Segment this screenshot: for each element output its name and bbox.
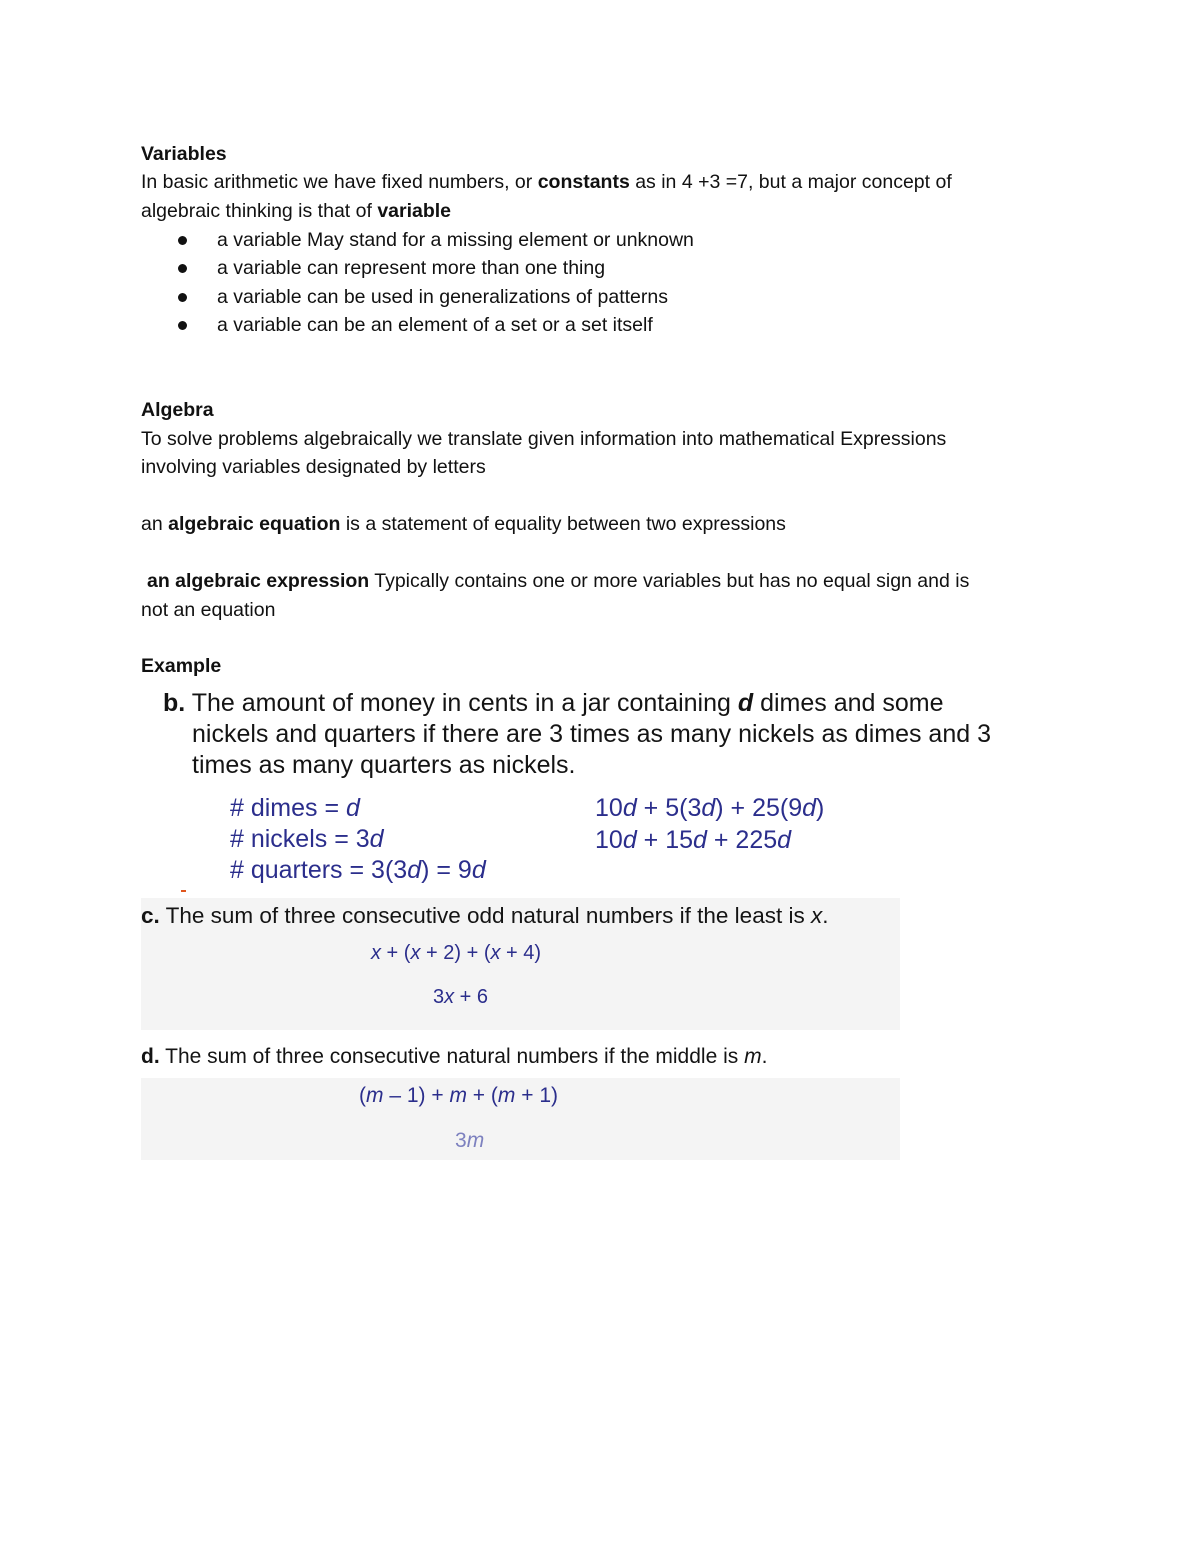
bullet-icon — [178, 236, 187, 245]
list-item — [141, 283, 694, 311]
variable-m: m — [449, 1084, 467, 1107]
example-d-expression-1 — [359, 1082, 558, 1109]
bullet-icon — [178, 264, 187, 273]
variable-m: m — [366, 1084, 384, 1107]
intro-text: In basic arithmetic we have fixed numbers, or — [141, 171, 538, 193]
math-text: ) — [816, 794, 825, 822]
variable-bullet-list — [141, 226, 694, 340]
math-text: # quarters = 3(3 — [230, 856, 408, 884]
example-c-label: c. — [141, 903, 160, 928]
problem-text: The sum of three consecutive odd natural numbers if the least is — [165, 903, 811, 928]
math-text: ) + 25(9 — [715, 794, 803, 822]
example-d-label: d. — [141, 1045, 160, 1068]
algebraic-equation-term: algebraic equation — [168, 513, 341, 535]
problem-text: . — [822, 903, 829, 928]
variable-term: variable — [377, 200, 452, 222]
definition-text: is a statement of equality between two expressions — [340, 513, 786, 535]
math-text: 10 — [595, 826, 623, 854]
math-text: 3 — [455, 1129, 467, 1152]
stray-mark — [181, 890, 186, 892]
math-text: + 225 — [706, 826, 778, 854]
example-d-problem — [141, 1043, 767, 1071]
variable-x: x — [490, 942, 501, 964]
algebraic-expression-definition — [147, 567, 969, 596]
variables-intro-line-2 — [141, 197, 451, 226]
variable-d: d — [407, 856, 422, 884]
variable-x: x — [371, 942, 381, 964]
variable-x: x — [444, 986, 455, 1008]
variable-x: x — [810, 903, 823, 928]
problem-text: The sum of three consecutive natural numbers if the middle is — [165, 1045, 745, 1068]
quarters-definition — [230, 855, 486, 886]
variables-intro-line-1 — [141, 168, 952, 197]
variable-d: d — [802, 794, 817, 822]
example-b-label: b. — [163, 689, 186, 717]
nickels-definition — [230, 824, 384, 855]
money-equation-1 — [595, 793, 824, 824]
math-text: 10 — [595, 794, 623, 822]
list-item-text: a variable can be used in generalizations of patterns — [217, 285, 668, 308]
example-c-expression-1 — [371, 940, 541, 966]
math-text: + 1) — [515, 1084, 558, 1107]
math-text: ( — [359, 1084, 366, 1107]
money-equation-2 — [595, 825, 791, 856]
math-text: ) = 9 — [421, 856, 472, 884]
math-text: + ( — [466, 1084, 498, 1107]
variable-m: m — [744, 1045, 762, 1068]
example-b-problem — [163, 688, 944, 719]
problem-text: dimes and some — [753, 689, 944, 717]
math-text: + 4) — [500, 942, 542, 964]
intro-text: as in 4 +3 =7, but a major concept of — [629, 171, 952, 193]
math-text: # dimes = — [230, 794, 347, 822]
list-item-text: a variable can represent more than one thing — [217, 257, 606, 280]
bullet-icon — [178, 321, 187, 330]
math-text: + 2) + ( — [420, 942, 491, 964]
example-b-line-2: nickels and quarters if there are 3 times as many nickels as dimes and 3 — [192, 720, 991, 748]
math-text: 3 — [433, 986, 445, 1008]
example-c-problem — [141, 902, 828, 930]
math-text: + 15 — [636, 826, 694, 854]
variable-d: d — [737, 689, 754, 717]
variable-d: d — [777, 826, 792, 854]
algebra-heading: Algebra — [141, 399, 214, 421]
math-text: + 5(3 — [636, 794, 702, 822]
variable-m: m — [497, 1084, 516, 1107]
example-heading: Example — [141, 655, 222, 677]
variable-d: d — [622, 826, 637, 854]
problem-text: The amount of money in cents in a jar containing — [191, 689, 738, 717]
list-item — [141, 254, 694, 282]
dimes-definition — [230, 793, 360, 824]
math-text: + 6 — [454, 986, 489, 1008]
example-d-expression-2 — [455, 1127, 484, 1154]
math-text: – 1) + — [383, 1084, 450, 1107]
variable-x: x — [410, 942, 421, 964]
variable-d: d — [471, 856, 486, 884]
intro-text: algebraic thinking is that of — [141, 200, 378, 222]
constants-term: constants — [537, 171, 630, 193]
list-item — [141, 226, 694, 254]
variable-d: d — [693, 826, 707, 854]
list-item-text: a variable can be an element of a set or a set itself — [217, 314, 653, 337]
variables-heading: Variables — [141, 143, 227, 165]
algebraic-equation-definition — [141, 510, 786, 539]
bullet-icon — [178, 293, 187, 302]
variable-d: d — [346, 794, 360, 822]
math-text: # nickels = 3 — [230, 825, 370, 853]
example-c-expression-2 — [433, 984, 488, 1010]
definition-text: an — [141, 513, 169, 535]
variable-d: d — [622, 794, 637, 822]
example-b-line-3: times as many quarters as nickels. — [192, 751, 576, 779]
algebra-line-1: To solve problems algebraically we translate given information into mathematical Expressions — [141, 428, 947, 450]
algebraic-expression-term: an algebraic expression — [147, 570, 370, 592]
math-text: + ( — [381, 942, 411, 964]
variable-m: m — [466, 1129, 485, 1152]
variable-d: d — [701, 794, 716, 822]
list-item — [141, 311, 694, 339]
definition-text: Typically contains one or more variables but has no equal sign and is — [369, 570, 970, 592]
list-item-text: a variable May stand for a missing element or unknown — [217, 229, 694, 251]
variable-d: d — [369, 825, 384, 853]
problem-text: . — [761, 1045, 768, 1068]
algebra-line-2: involving variables designated by letters — [141, 456, 486, 478]
algebraic-expression-definition-cont: not an equation — [141, 599, 276, 621]
